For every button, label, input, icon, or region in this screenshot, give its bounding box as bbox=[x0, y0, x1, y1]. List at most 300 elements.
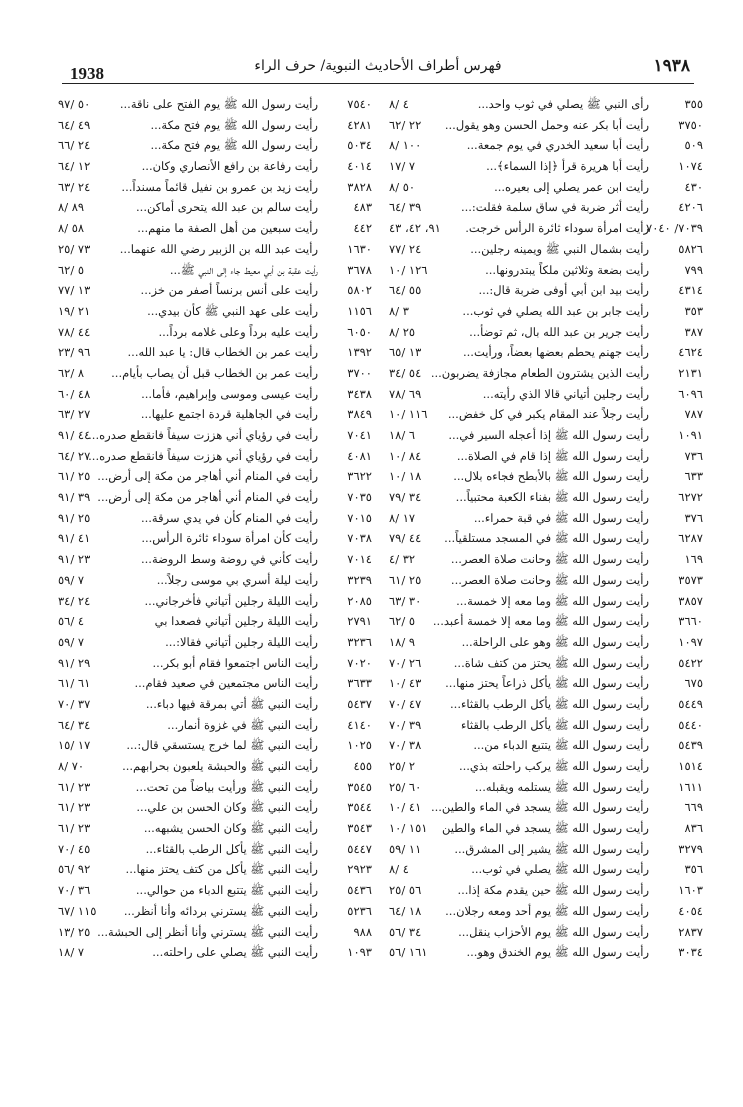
hadith-text: رأيت الناس اجتمعوا فقام أبو بكر... bbox=[152, 655, 318, 670]
hadith-text: رأيت على أنس برنساً أصفر من خز... bbox=[140, 283, 318, 298]
hadith-reference: ١٠٠ /٨ bbox=[389, 138, 422, 153]
index-entry bbox=[389, 425, 703, 446]
hadith-reference: ٤ /٥٦ bbox=[58, 614, 85, 629]
hadith-number: ١٦٠٣ bbox=[678, 883, 703, 898]
hadith-reference: ٤٤ /٩١ bbox=[58, 428, 91, 442]
hadith-reference: ٢٦ /٧٠ bbox=[389, 655, 422, 670]
hadith-reference: ١٢٦ /١٠ bbox=[389, 262, 428, 277]
hadith-text: رأيت رسول الله ﷺ حين يقدم مكة إذا... bbox=[457, 883, 649, 898]
hadith-number: ٦٦٩ bbox=[684, 800, 703, 815]
hadith-reference: ٦١ /٦١ bbox=[58, 676, 91, 691]
hadith-number: ٥٠٣٤ bbox=[347, 138, 372, 153]
header-rule bbox=[62, 83, 694, 84]
index-entry bbox=[389, 363, 703, 384]
hadith-reference: ٢٤ /٣٤ bbox=[58, 593, 91, 608]
hadith-reference: ٤٤ /٧٩ bbox=[389, 531, 422, 546]
index-entry bbox=[58, 301, 372, 322]
hadith-number: ٧٠٢٠ bbox=[347, 655, 372, 670]
hadith-text: رأيت الليلة رجلين أتياني فصعدا بي bbox=[154, 614, 318, 629]
index-entry bbox=[58, 839, 372, 860]
hadith-reference: ٣٩ /٦٤ bbox=[389, 200, 422, 215]
hadith-text: رأيت النبي ﷺ يأكل الرطب بالقثاء... bbox=[145, 841, 318, 856]
hadith-reference: ٧ /١٨ bbox=[58, 945, 85, 960]
hadith-number: ٧٥٤٠ bbox=[347, 97, 372, 111]
index-entry bbox=[58, 942, 372, 963]
hadith-reference: ٤٧ /٧٠ bbox=[389, 696, 422, 711]
hadith-reference: ٦ /١٨ bbox=[389, 428, 416, 442]
hadith-reference: ٣٠ /٦٣ bbox=[389, 593, 422, 608]
hadith-reference: ١٦١ /٥٦ bbox=[389, 945, 428, 960]
hadith-text: رأيت الليلة رجلين أتياني فأخرجاني... bbox=[144, 593, 318, 608]
hadith-text: رأيت رسول الله ﷺ يأكل الرطب بالقثاء bbox=[460, 717, 649, 732]
hadith-text: رأيت رسول الله ﷺ إذا أعجله السير في... bbox=[448, 428, 649, 442]
hadith-reference: ٣٢ /٤ bbox=[389, 552, 416, 567]
hadith-text: رأيت رسول الله ﷺ يأكل الرطب بالقثاء... bbox=[450, 696, 649, 711]
hadith-reference: ٢٤ /٦٦ bbox=[58, 138, 91, 153]
page-header bbox=[62, 50, 694, 84]
hadith-number: ٣٥٦ bbox=[684, 862, 703, 877]
hadith-number: ٣٧٦ bbox=[684, 510, 703, 525]
hadith-number: ٣٢٧٩ bbox=[678, 841, 703, 856]
hadith-text: رأيت جرير بن عبد الله بال، ثم توضأ... bbox=[469, 324, 649, 339]
hadith-reference: ٤١ /١٠ bbox=[389, 800, 422, 815]
hadith-reference: ٢٤ /٧٧ bbox=[389, 241, 422, 256]
index-entry bbox=[389, 880, 703, 901]
index-entry bbox=[58, 673, 372, 694]
hadith-reference: ٢ /٢٥ bbox=[389, 759, 416, 773]
index-entry bbox=[58, 466, 372, 487]
hadith-number: ٤٠٨١ bbox=[347, 448, 372, 463]
hadith-number: ١٠٩١ bbox=[678, 428, 703, 442]
hadith-reference: ٣٤ /٦٤ bbox=[58, 717, 91, 732]
hadith-number: ٧٠١٥ bbox=[347, 510, 372, 525]
hadith-text: رأيت النبي ﷺ وكان الحسن بن علي... bbox=[136, 800, 318, 815]
hadith-reference: ٦٩ /٧٨ bbox=[389, 386, 422, 401]
index-entry bbox=[389, 632, 703, 653]
index-entry bbox=[58, 404, 372, 425]
hadith-text: رأيت النبي ﷺ ورأيت بياضاً من تحت... bbox=[135, 779, 318, 794]
hadith-text: رأى النبي ﷺ يصلي في ثوب واحد... bbox=[477, 97, 649, 111]
hadith-number: ٣٢٣٩ bbox=[347, 572, 372, 587]
index-entry bbox=[58, 777, 372, 798]
index-entry bbox=[389, 611, 703, 632]
hadith-text: رأيت رسول الله ﷺ وهو على الراحلة... bbox=[461, 634, 649, 649]
hadith-number: ١٦١١ bbox=[678, 779, 703, 794]
hadith-text: رأيت رفاعة بن رافع الأنصاري وكان... bbox=[141, 159, 318, 174]
index-entry bbox=[58, 280, 372, 301]
hadith-text: رأيت في المنام كأن في يدي سرقة... bbox=[140, 510, 318, 525]
index-entry bbox=[389, 404, 703, 425]
hadith-number: ٧٠١٤ bbox=[347, 552, 372, 567]
hadith-reference: ٣٩ /٧٠ bbox=[389, 717, 422, 732]
hadith-text: رأيت عقبة بن أبي معيط جاء إلى النبي ﷺ... bbox=[169, 262, 318, 277]
index-entry bbox=[58, 880, 372, 901]
index-entry bbox=[58, 260, 372, 281]
hadith-number: ٥٤٤٧ bbox=[347, 841, 372, 856]
hadith-number: ٣٥٤٥ bbox=[347, 779, 372, 794]
hadith-number: ٧٣٦ bbox=[684, 448, 703, 463]
hadith-number: ٧٠٣٩/ ٧٠٤٠ bbox=[646, 221, 703, 236]
hadith-reference: ٢٧ /٦٤ bbox=[58, 448, 91, 463]
hadith-reference: ٥٥ /٦٤ bbox=[389, 283, 422, 298]
hadith-number: ٣٨٤٩ bbox=[347, 407, 372, 422]
hadith-text: رأيت النبي ﷺ والحبشة يلعبون بحرابهم... bbox=[122, 759, 318, 773]
hadith-text: رأيت على عهد النبي ﷺ كأن بيدي... bbox=[147, 303, 318, 318]
hadith-reference: ٦٠ /٢٥ bbox=[389, 779, 422, 794]
hadith-text: رأيت رجلين أتياني قالا الذي رأيته... bbox=[482, 386, 649, 401]
hadith-text: رأيت الناس مجتمعين في صعيد فقام... bbox=[134, 676, 318, 691]
hadith-reference: ١٨ /٦٤ bbox=[389, 903, 422, 918]
index-entry bbox=[389, 177, 703, 198]
hadith-reference: ١١ /٥٩ bbox=[389, 841, 422, 856]
index-entry bbox=[389, 549, 703, 570]
index-entry bbox=[58, 528, 372, 549]
index-entry bbox=[389, 508, 703, 529]
index-entry bbox=[389, 673, 703, 694]
index-entry bbox=[389, 487, 703, 508]
index-entry bbox=[58, 342, 372, 363]
hadith-text: رأيت النبي ﷺ يسترني وأنا أنظر إلى الحبشة... bbox=[97, 924, 318, 939]
hadith-reference: ٩٦ /٢٣ bbox=[58, 345, 91, 360]
hadith-reference: ٣٨ /٧٠ bbox=[389, 738, 422, 753]
hadith-number: ٢٨٣٧ bbox=[678, 924, 703, 939]
hadith-reference: ٧ /٥٩ bbox=[58, 634, 85, 649]
hadith-number: ٣٥٤٤ bbox=[347, 800, 372, 815]
hadith-number: ٤٨٣ bbox=[353, 200, 372, 215]
hadith-text: رأيت بضعة وثلاثين ملكاً يبتدرونها... bbox=[485, 262, 649, 277]
index-entry bbox=[389, 342, 703, 363]
hadith-text: رأيت كأن امرأة سوداء ثائرة الرأس... bbox=[141, 531, 318, 546]
hadith-text: رأيت سبعين من أهل الصفة ما منهم... bbox=[137, 221, 318, 236]
hadith-reference: ٩٢ /٥٦ bbox=[58, 862, 91, 877]
hadith-number: ٧٩٩ bbox=[684, 262, 703, 277]
hadith-reference: ٥ /٦٢ bbox=[389, 614, 416, 629]
index-entry bbox=[58, 735, 372, 756]
hadith-number: ١٠٩٧ bbox=[678, 634, 703, 649]
hadith-text: رأيت النبي ﷺ يأكل من كتف يحتز منها... bbox=[125, 862, 318, 877]
hadith-text: رأيت رسول الله ﷺ وما معه إلا خمسة... bbox=[456, 593, 649, 608]
hadith-text: رأيت بشمال النبي ﷺ ويمينه رجلين... bbox=[470, 241, 649, 256]
hadith-reference: ٤ /٨ bbox=[389, 97, 409, 111]
index-entry bbox=[58, 922, 372, 943]
hadith-number: ٣٥٤٣ bbox=[347, 821, 372, 836]
hadith-text: رأيت رسول الله ﷺ يستلمه ويقبله... bbox=[474, 779, 649, 794]
hadith-reference: ٢٥ /١٣ bbox=[58, 924, 91, 939]
hadith-reference: ٣ /٨ bbox=[389, 303, 409, 318]
hadith-text: رأيت رسول الله ﷺ يوم الأحزاب ينقل... bbox=[458, 924, 649, 939]
hadith-reference: ٧ /٥٩ bbox=[58, 572, 85, 587]
index-entry bbox=[58, 901, 372, 922]
hadith-number: ٥٤٤٩ bbox=[678, 696, 703, 711]
hadith-reference: ٥٤ /٣٤ bbox=[389, 365, 422, 380]
hadith-reference: ١٣ /٦٥ bbox=[389, 345, 422, 360]
hadith-reference: ٤٩ /٦٤ bbox=[58, 117, 91, 132]
hadith-number: ٦٠٥٠ bbox=[347, 324, 372, 339]
hadith-number: ٣٨٥٧ bbox=[678, 593, 703, 608]
hadith-text: رأيت رسول الله ﷺ وحانت صلاة العصر... bbox=[450, 572, 649, 587]
hadith-reference: ٢٣ /٦١ bbox=[58, 779, 91, 794]
hadith-text: رأيت النبي ﷺ في غزوة أنمار... bbox=[167, 717, 318, 732]
index-entry bbox=[58, 591, 372, 612]
hadith-reference: ٤٥ /٧٠ bbox=[58, 841, 91, 856]
hadith-text: رأيت رسول الله ﷺ يوم فتح مكة... bbox=[150, 117, 318, 132]
page-number-latin: 1938 bbox=[70, 64, 104, 83]
index-entry bbox=[389, 446, 703, 467]
hadith-number: ١٠٧٤ bbox=[678, 159, 703, 174]
hadith-number: ٣٧٠٠ bbox=[347, 365, 372, 380]
index-entry bbox=[389, 859, 703, 880]
index-entry bbox=[58, 570, 372, 591]
hadith-reference: ٢٩ /٩١ bbox=[58, 655, 91, 670]
hadith-text: رأيت عبد الله بن الزبير رضي الله عنهما... bbox=[119, 241, 318, 256]
hadith-text: رأيت النبي ﷺ يسترني بردائه وأنا أنظر... bbox=[123, 903, 318, 918]
index-entry bbox=[389, 466, 703, 487]
hadith-text: رأيت عليه برداً وعلى غلامه برداً... bbox=[158, 324, 318, 339]
index-entry bbox=[58, 239, 372, 260]
hadith-number: ٩٨٨ bbox=[353, 924, 372, 939]
index-entry bbox=[389, 591, 703, 612]
hadith-text: رأيت في المنام أني أهاجر من مكة إلى أرض... bbox=[97, 490, 318, 505]
index-entry bbox=[389, 94, 703, 115]
hadith-reference: ٣٤ /٥٦ bbox=[389, 924, 422, 939]
index-entry bbox=[58, 94, 372, 115]
hadith-number: ١٥١٤ bbox=[678, 759, 703, 773]
hadith-number: ٤٣١٤ bbox=[678, 283, 703, 298]
hadith-text: رأيت في الجاهلية قردة اجتمع عليها... bbox=[140, 407, 318, 422]
index-entry bbox=[389, 694, 703, 715]
hadith-reference: ٣٩ /٩١ bbox=[58, 490, 91, 505]
index-entry bbox=[389, 777, 703, 798]
hadith-reference: ٩ /١٨ bbox=[389, 634, 416, 649]
hadith-reference: ٤٣ /١٠ bbox=[389, 676, 422, 691]
index-entry bbox=[389, 735, 703, 756]
hadith-reference: ١٨ /١٠ bbox=[389, 469, 422, 484]
hadith-number: ٣٧٥٠ bbox=[678, 117, 703, 132]
hadith-number: ٤٠٥٤ bbox=[678, 903, 703, 918]
hadith-number: ٣٦٦٠ bbox=[678, 614, 703, 629]
hadith-reference: ٥٠ /٩٧ bbox=[58, 97, 91, 111]
hadith-reference: ٢٣ /٩١ bbox=[58, 552, 91, 567]
page-title: فهرس أطراف الأحاديث النبوية/ حرف الراء bbox=[254, 58, 502, 74]
hadith-reference: ٢٥ /٨ bbox=[389, 324, 416, 339]
index-entry bbox=[58, 756, 372, 777]
index-entry bbox=[389, 653, 703, 674]
hadith-text: رأيت رسول الله ﷺ بالأبطح فجاءه بلال... bbox=[453, 469, 649, 484]
hadith-reference: ٥٦ /٢٥ bbox=[389, 883, 422, 898]
hadith-reference: ٢٢ /٦٢ bbox=[389, 117, 422, 132]
hadith-number: ٥٤٣٧ bbox=[347, 696, 372, 711]
hadith-number: ٢١٣١ bbox=[678, 365, 703, 380]
index-entry bbox=[58, 508, 372, 529]
hadith-number: ٦٣٣ bbox=[684, 469, 703, 484]
hadith-reference: ١١٥ /٦٧ bbox=[58, 903, 97, 918]
hadith-reference: ٣٤ /٧٩ bbox=[389, 490, 422, 505]
index-entry bbox=[58, 487, 372, 508]
hadith-reference: ٩١، ٤٢، ٤٣ bbox=[389, 221, 441, 236]
index-entry bbox=[389, 115, 703, 136]
hadith-reference: ٨٩ /٨ bbox=[58, 200, 85, 215]
hadith-reference: ٨٤ /١٠ bbox=[389, 448, 422, 463]
hadith-text: رأيت في رؤياي أني هززت سيفاً فانقطع صدره... bbox=[88, 448, 318, 463]
hadith-number: ١٦٩ bbox=[684, 552, 703, 567]
hadith-number: ٥٤٤٠ bbox=[678, 717, 703, 732]
hadith-number: ١٠٩٣ bbox=[347, 945, 372, 960]
hadith-text: رأيت عيسى وموسى وإبراهيم، فأما... bbox=[141, 386, 318, 401]
hadith-text: رأيت عمر بن الخطاب قبل أن يصاب بأيام... bbox=[111, 365, 318, 380]
hadith-reference: ١٧ /١٥ bbox=[58, 738, 91, 753]
hadith-text: رأيت جهنم يحطم بعضها بعضاً، ورأيت... bbox=[463, 345, 649, 360]
hadith-number: ٥٤٣٦ bbox=[347, 883, 372, 898]
hadith-reference: ٤٤ /٧٨ bbox=[58, 324, 91, 339]
hadith-number: ٦٠٩٦ bbox=[678, 386, 703, 401]
hadith-reference: ٣٦ /٧٠ bbox=[58, 883, 91, 898]
hadith-number: ٧٠٣٥ bbox=[347, 490, 372, 505]
hadith-reference: ٣٧ /٧٠ bbox=[58, 696, 91, 711]
hadith-reference: ٧٣ /٢٥ bbox=[58, 241, 91, 256]
right-column bbox=[389, 94, 703, 963]
index-entry bbox=[58, 363, 372, 384]
index-entry bbox=[389, 280, 703, 301]
hadith-text: رأيت رسول الله ﷺ يتتبع الدباء من... bbox=[473, 738, 649, 753]
page-number-arabic: ١٩٣٨ bbox=[653, 56, 690, 76]
hadith-text: رأيت النبي ﷺ يتتبع الدباء من حوالي... bbox=[135, 883, 318, 898]
hadith-text: رأيت في رؤياي أني هززت سيفاً فانقطع صدره... bbox=[88, 428, 318, 442]
hadith-reference: ٤١ /٩١ bbox=[58, 531, 91, 546]
hadith-number: ٣٥٥ bbox=[684, 97, 703, 111]
hadith-text: رأيت رسول الله ﷺ وما معه إلا خمسة أعبد... bbox=[432, 614, 649, 629]
index-entry bbox=[389, 156, 703, 177]
hadith-reference: ٧ /١٧ bbox=[389, 159, 416, 174]
index-entry bbox=[389, 797, 703, 818]
hadith-number: ١٣٩٢ bbox=[347, 345, 372, 360]
hadith-reference: ١٧ /٨ bbox=[389, 510, 416, 525]
hadith-text: رأيت رسول الله ﷺ في قبة حمراء... bbox=[473, 510, 649, 525]
hadith-text: رأيت رجلاً عند المقام يكبر في كل خفض... bbox=[447, 407, 649, 422]
index-entry bbox=[389, 942, 703, 963]
hadith-number: ٤٥٥ bbox=[353, 759, 372, 773]
index-entry bbox=[389, 756, 703, 777]
hadith-number: ٣٢٣٦ bbox=[347, 634, 372, 649]
hadith-text: رأيت أبا سعيد الخدري في يوم جمعة... bbox=[466, 138, 649, 153]
hadith-text: رأيت النبي ﷺ لما خرج يستسقي قال:... bbox=[126, 738, 318, 753]
index-entry bbox=[389, 384, 703, 405]
index-entry bbox=[389, 818, 703, 839]
hadith-text: رأيت رسول الله ﷺ بفناء الكعبة محتبياً... bbox=[455, 490, 649, 505]
hadith-text: رأيت في المنام أني أهاجر من مكة إلى أرض... bbox=[97, 469, 318, 484]
hadith-text: رأيت زيد بن عمرو بن نفيل قائماً مسنداً... bbox=[121, 179, 318, 194]
hadith-text: رأيت رسول الله ﷺ يسجد في الماء والطين bbox=[441, 821, 649, 836]
left-column bbox=[58, 94, 372, 963]
index-entry bbox=[389, 839, 703, 860]
hadith-text: رأيت الذين يشترون الطعام مجازفة يضربون... bbox=[430, 365, 649, 380]
index-entry bbox=[58, 549, 372, 570]
hadith-text: رأيت كأني في روضة وسط الروضة... bbox=[140, 552, 318, 567]
hadith-number: ١١٥٦ bbox=[347, 303, 372, 318]
hadith-number: ٣٥٣ bbox=[684, 303, 703, 318]
hadith-text: رأيت أبا هريرة قرأ ﴿إذا السماء﴾... bbox=[486, 159, 649, 174]
hadith-number: ١٠٢٥ bbox=[347, 738, 372, 753]
index-entry bbox=[58, 446, 372, 467]
hadith-text: رأيت ليلة أسري بي موسى رجلاً... bbox=[156, 572, 318, 587]
index-entry bbox=[58, 115, 372, 136]
hadith-reference: ٨ /٦٢ bbox=[58, 365, 85, 380]
hadith-text: رأيت رسول الله ﷺ يأكل ذراعاً يحتز منها... bbox=[445, 676, 649, 691]
hadith-reference: ٤٨ /٦٠ bbox=[58, 386, 91, 401]
hadith-text: رأيت رسول الله ﷺ يركب راحلته بذي... bbox=[458, 759, 649, 773]
hadith-text: رأيت رسول الله ﷺ وحانت صلاة العصر... bbox=[450, 552, 649, 567]
hadith-reference: ٧٠ /٨ bbox=[58, 759, 85, 773]
hadith-text: رأيت رسول الله ﷺ يوم فتح مكة... bbox=[150, 138, 318, 153]
hadith-text: رأيت امرأة سوداء ثائرة الرأس خرجت. bbox=[465, 221, 649, 236]
hadith-text: رأيت رسول الله ﷺ يحتز من كتف شاة... bbox=[453, 655, 649, 670]
index-entry bbox=[389, 570, 703, 591]
hadith-number: ٨٣٦ bbox=[684, 821, 703, 836]
hadith-text: رأيت رسول الله ﷺ يوم الخندق وهو... bbox=[466, 945, 649, 960]
index-entry bbox=[389, 239, 703, 260]
hadith-reference: ٢٧ /٦٣ bbox=[58, 407, 91, 422]
hadith-number: ٣٠٣٤ bbox=[678, 945, 703, 960]
hadith-text: رأيت النبي ﷺ أتي بمرقة فيها دباء... bbox=[145, 696, 318, 711]
hadith-text: رأيت بيد ابن أبي أوفى ضربة قال:... bbox=[478, 283, 649, 298]
hadith-reference: ٢٥ /٦١ bbox=[58, 469, 91, 484]
index-entry bbox=[58, 425, 372, 446]
hadith-reference: ٢٣ /٦١ bbox=[58, 821, 91, 836]
hadith-number: ٣٦٢٢ bbox=[347, 469, 372, 484]
hadith-text: رأيت رسول الله ﷺ إذا قام في الصلاة... bbox=[456, 448, 649, 463]
index-entry bbox=[389, 197, 703, 218]
hadith-text: رأيت رسول الله ﷺ يوم أحد ومعه رجلان... bbox=[445, 903, 649, 918]
hadith-reference: ٥ /٦٢ bbox=[58, 262, 85, 277]
hadith-number: ٣٨٢٨ bbox=[347, 179, 372, 194]
index-entry bbox=[389, 922, 703, 943]
hadith-reference: ٥٨ /٨ bbox=[58, 221, 85, 236]
hadith-number: ٤٢٠٦ bbox=[678, 200, 703, 215]
hadith-number: ٥٢٣٦ bbox=[347, 903, 372, 918]
hadith-number: ٢٠٨٥ bbox=[347, 593, 372, 608]
index-entry bbox=[389, 260, 703, 281]
hadith-number: ٣٨٧ bbox=[684, 324, 703, 339]
hadith-number: ٧٨٧ bbox=[684, 407, 703, 422]
hadith-number: ٧٠٣٨ bbox=[347, 531, 372, 546]
index-entry bbox=[389, 322, 703, 343]
index-entry bbox=[58, 322, 372, 343]
hadith-number: ٤١٤٠ bbox=[347, 717, 372, 732]
index-entry bbox=[58, 818, 372, 839]
hadith-text: رأيت أبا بكر عنه وحمل الحسن وهو يقول... bbox=[444, 117, 649, 132]
index-entry bbox=[389, 901, 703, 922]
hadith-number: ٢٩٢٣ bbox=[347, 862, 372, 877]
hadith-number: ٥٨٠٢ bbox=[347, 283, 372, 298]
hadith-reference: ١٥١ /١٠ bbox=[389, 821, 428, 836]
hadith-number: ٥٤٢٢ bbox=[678, 655, 703, 670]
hadith-text: رأيت أثر ضربة في ساق سلمة فقلت:... bbox=[460, 200, 649, 215]
hadith-text: رأيت ابن عمر يصلي إلى بعيره... bbox=[494, 179, 649, 194]
hadith-text: رأيت سالم بن عبد الله يتحرى أماكن... bbox=[136, 200, 318, 215]
index-entry bbox=[58, 715, 372, 736]
index-entry bbox=[58, 156, 372, 177]
index-entry bbox=[58, 694, 372, 715]
index-entry bbox=[58, 653, 372, 674]
hadith-number: ٦٧٥ bbox=[684, 676, 703, 691]
hadith-text: رأيت جابر بن عبد الله يصلي في ثوب... bbox=[462, 303, 649, 318]
hadith-number: ٥٨٢٦ bbox=[678, 241, 703, 256]
hadith-text: رأيت رسول الله ﷺ في المسجد مستلقياً... bbox=[444, 531, 649, 546]
index-entry bbox=[58, 797, 372, 818]
hadith-reference: ٢٥ /٦١ bbox=[389, 572, 422, 587]
hadith-number: ٤٢٨١ bbox=[347, 117, 372, 132]
hadith-number: ٦٢٧٢ bbox=[678, 490, 703, 505]
hadith-number: ٤٦٢٤ bbox=[678, 345, 703, 360]
